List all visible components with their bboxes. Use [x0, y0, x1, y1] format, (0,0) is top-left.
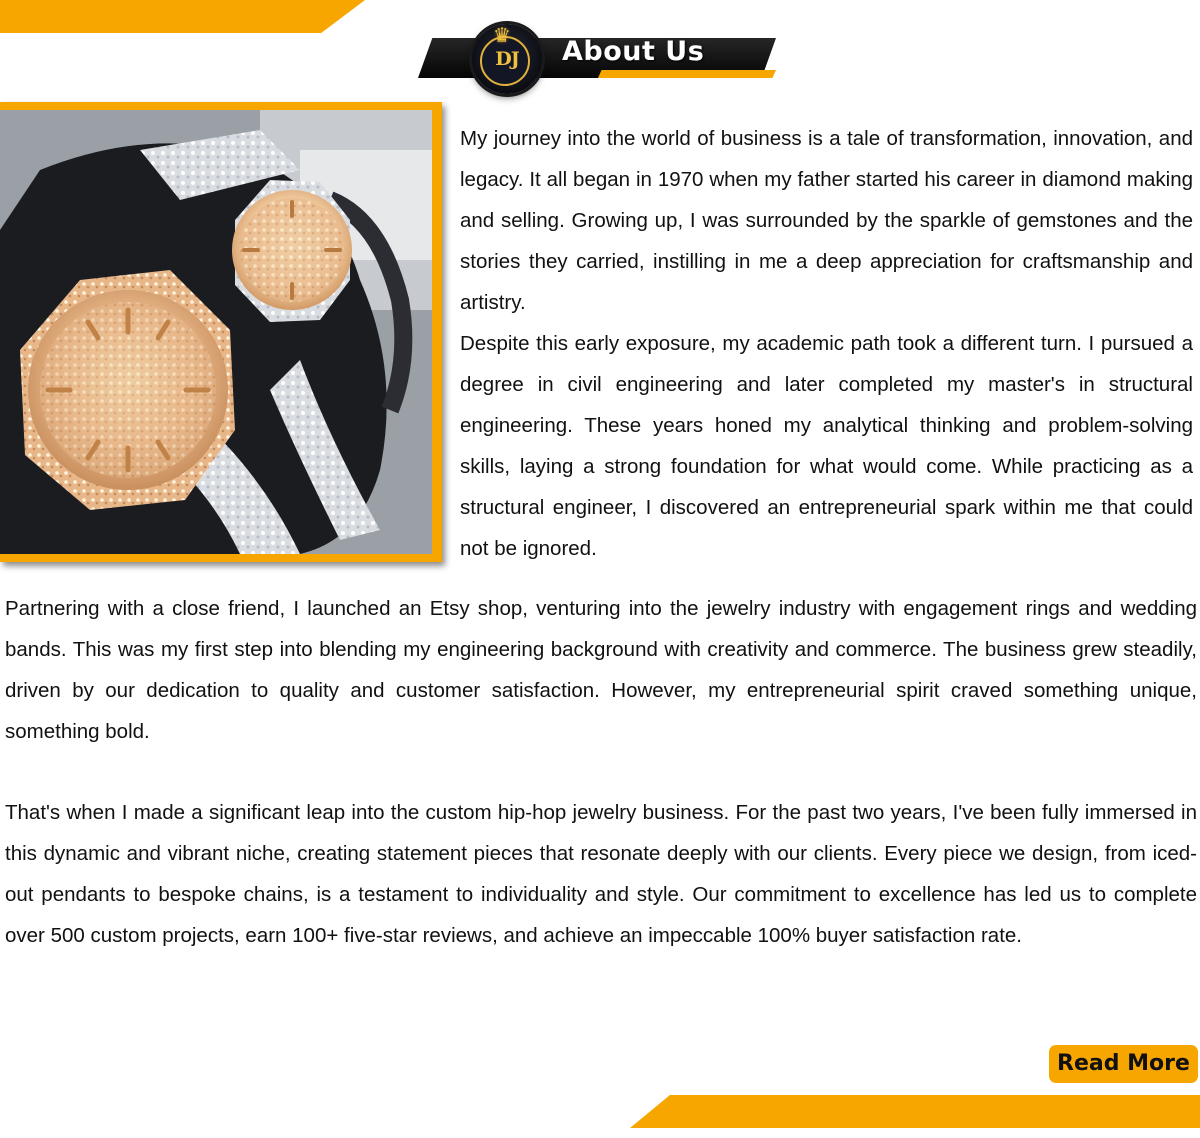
- logo-text: DJ: [495, 48, 519, 70]
- about-paragraph-1: [460, 118, 1193, 569]
- paragraph-text: Despite this early exposure, my academic path took a different turn. I pursued a degree in civil engineering and later completed my master's in structural engineering. These years honed my analytical thinking and problem-solving skills, laying a strong foundation for what would come. While practicing as a structural engineer, I discovered an entrepreneurial spark within me that could not be ignored.: [460, 332, 1193, 560]
- top-corner-decoration: [0, 0, 365, 33]
- dj-logo: [472, 24, 542, 94]
- about-paragraph-3: Partnering with a close friend, I launched an Etsy shop, venturing into the jewelry industry with engagement rings and wedding bands. This was my first step into blending my engineering background with creativity and commerce. The business grew steadily, driven by our dedication to quality and customer satisfaction. However, my entrepreneurial spirit craved something unique, something bold.: [5, 597, 1197, 743]
- watches-illustration: [0, 110, 432, 554]
- crown-icon: ♛: [493, 25, 511, 47]
- read-more-button[interactable]: Read More: [1049, 1045, 1198, 1083]
- bottom-corner-decoration: [630, 1095, 1200, 1128]
- about-us-banner: [418, 22, 778, 102]
- banner-accent-underline: [598, 70, 776, 78]
- section-title: About Us: [562, 36, 705, 67]
- photo-frame: [0, 102, 442, 562]
- about-paragraph-4: That's when I made a significant leap into the custom hip-hop jewelry business. For the past two years, I've been fully immersed in this dynamic and vibrant niche, creating statement pieces that resonate deeply with our clients. Every piece we design, from iced-out pendants to bespoke chains, is a testament to individuality and style. Our commitment to excellence has led us to complete over 500 custom projects, earn 100+ five-star reviews, and achieve an impeccable 100% buyer satisfaction rate.: [5, 801, 1197, 947]
- paragraph-text: My journey into the world of business is a tale of transformation, innovation, and legacy. It all began in 1970 when my father started his career in diamond making and selling. Growing up, I was surrounded by the sparkle of gemstones and the stories they carried, instilling in me a deep appreciation for craftsmanship and artistry.: [460, 127, 1193, 314]
- iced-out-watches-photo: [0, 110, 432, 554]
